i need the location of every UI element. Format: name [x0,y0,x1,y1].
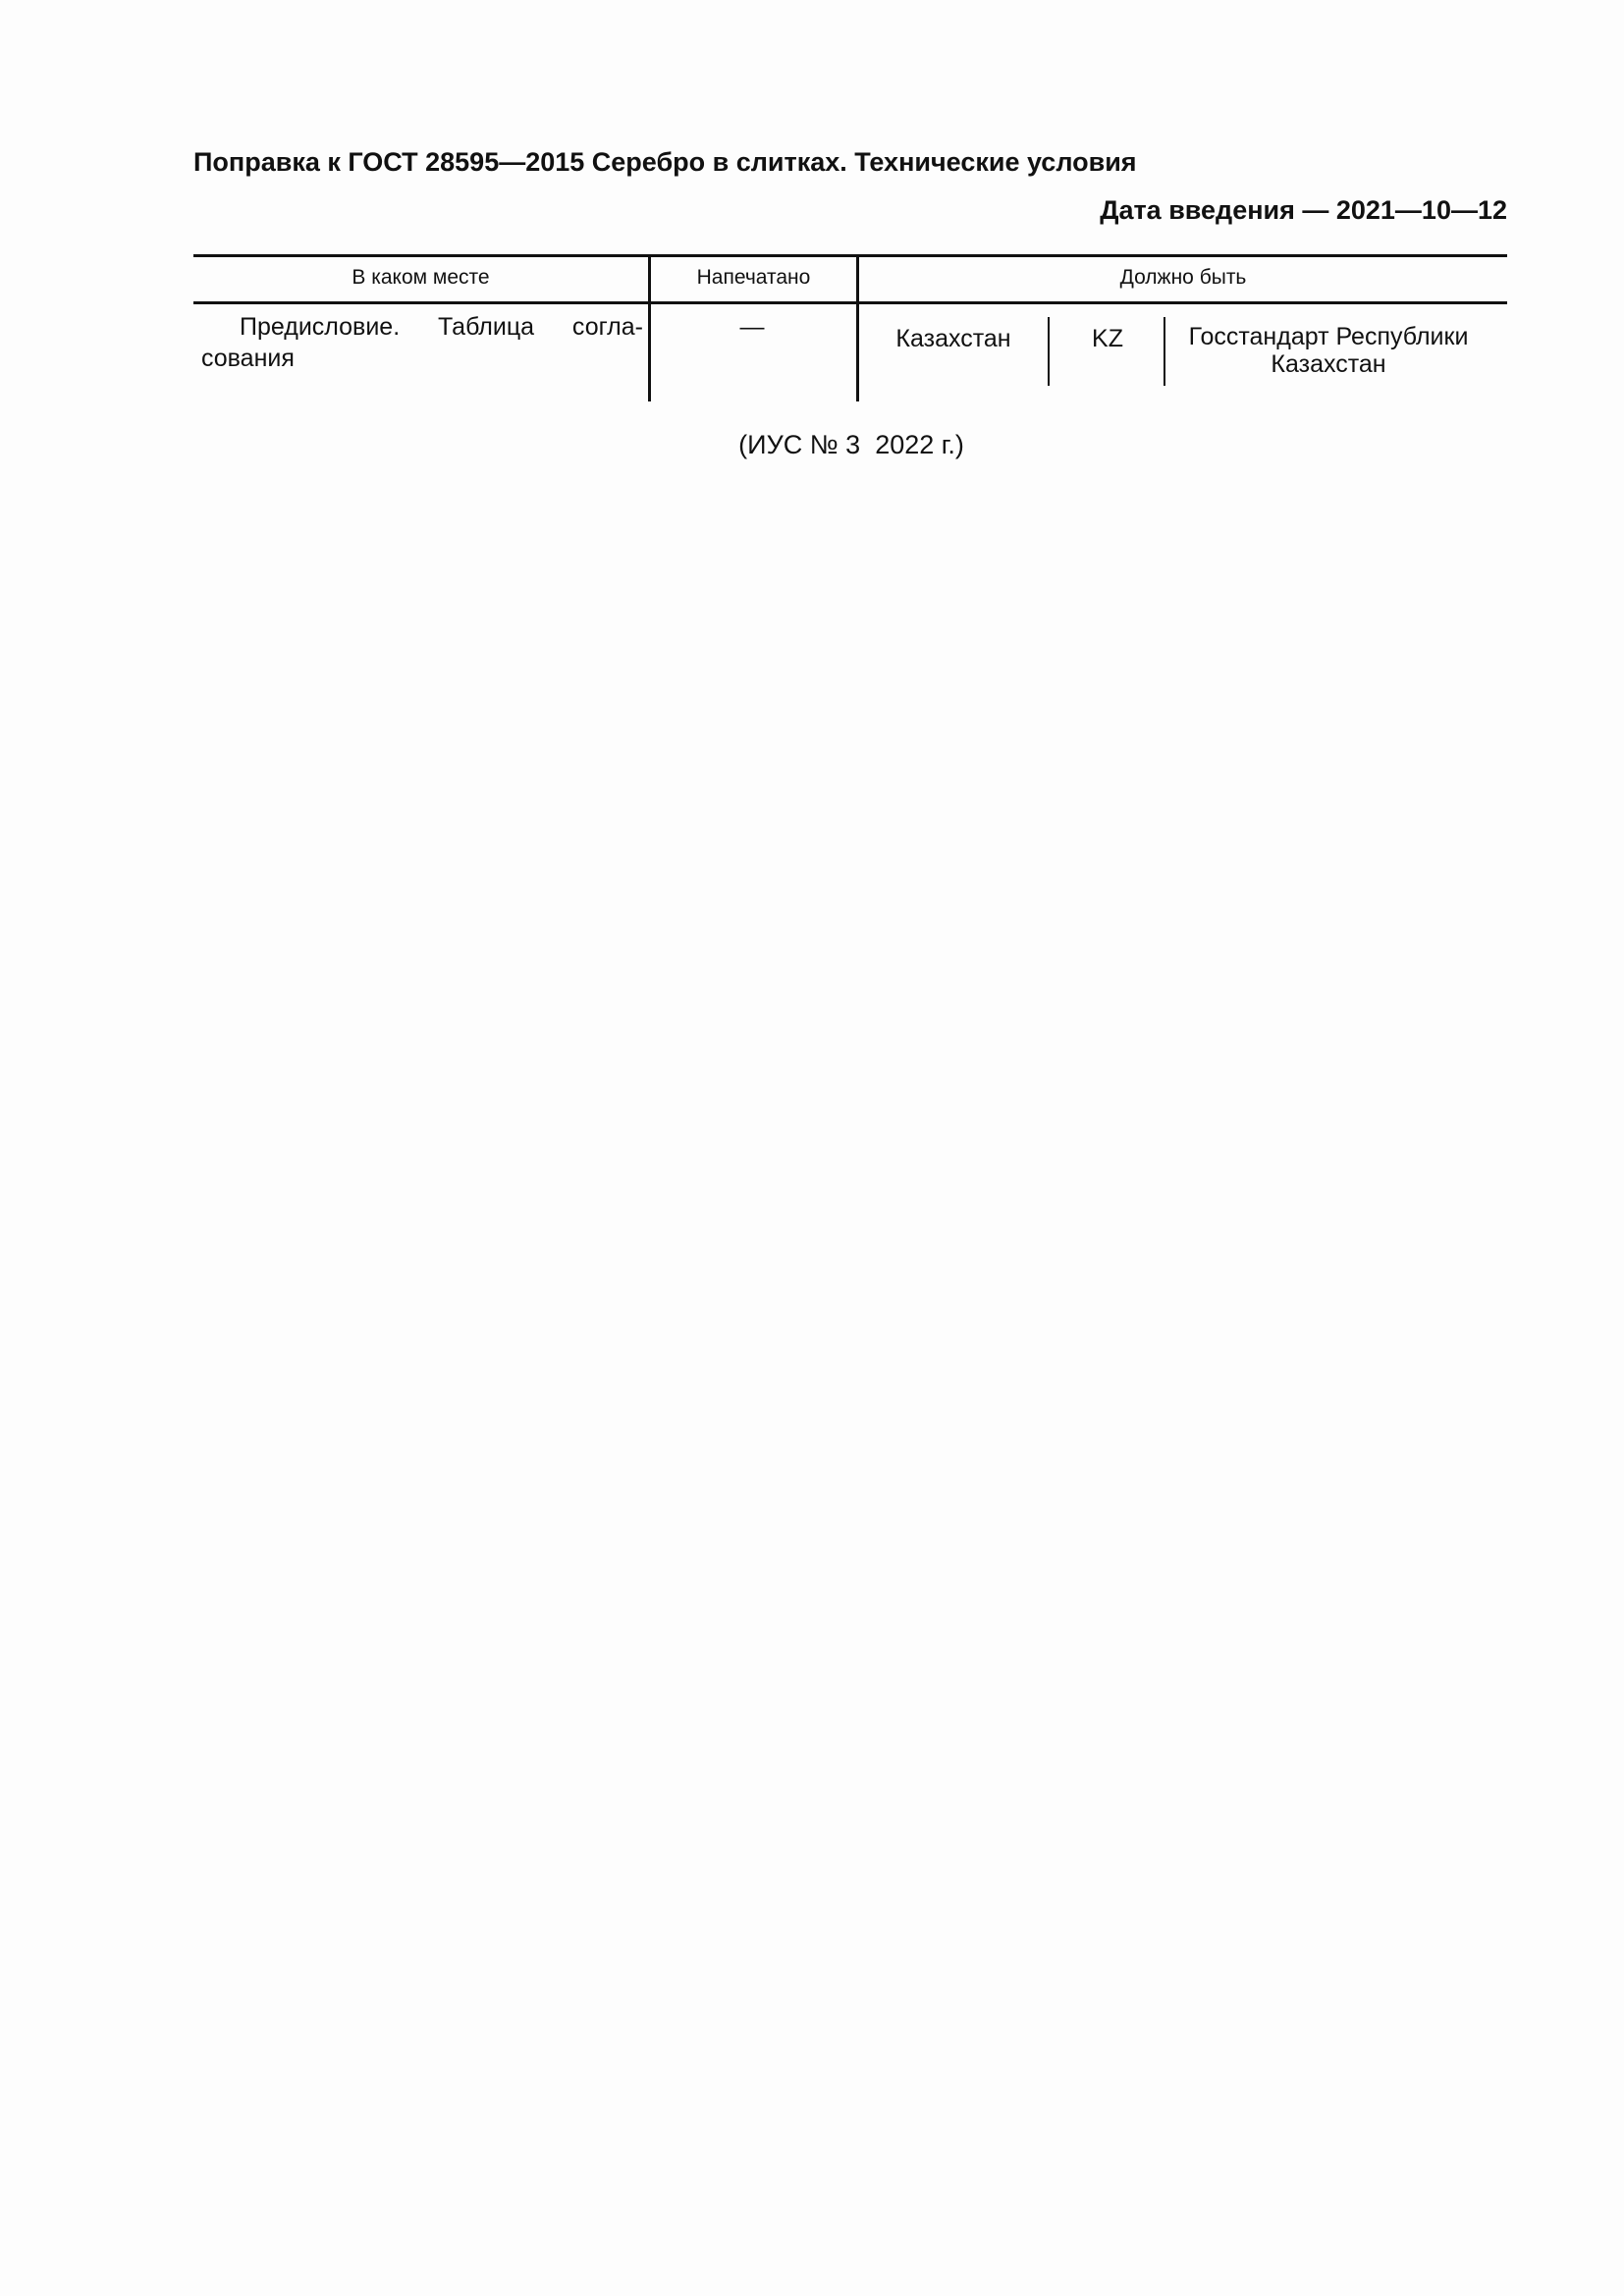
amendment-table [193,254,1507,401]
header-printed: Напечатано [696,266,811,289]
document-title: Поправка к ГОСТ 28595—2015 Серебро в слитках. Технические условия [193,147,1137,177]
organization-line-1: Госстандарт Республики [1188,323,1469,350]
organization-line-2: Казахстан [1271,350,1386,378]
cell-printed: — [739,313,765,341]
header-should-be: Должно быть [1119,266,1247,289]
cell-where: Предисловие. Таблица согла-сования [201,313,643,372]
cell-country: Казахстан [895,325,1011,352]
cell-country-code: KZ [1092,325,1123,352]
header-where: В каком месте [352,266,490,289]
source-reference: (ИУС № 3 2022 г.) [738,430,964,459]
cell-organization [1166,323,1490,378]
table-top-rule [193,254,1507,257]
table-header-rule [193,301,1507,304]
effective-date: Дата введения — 2021—10—12 [1100,195,1507,225]
